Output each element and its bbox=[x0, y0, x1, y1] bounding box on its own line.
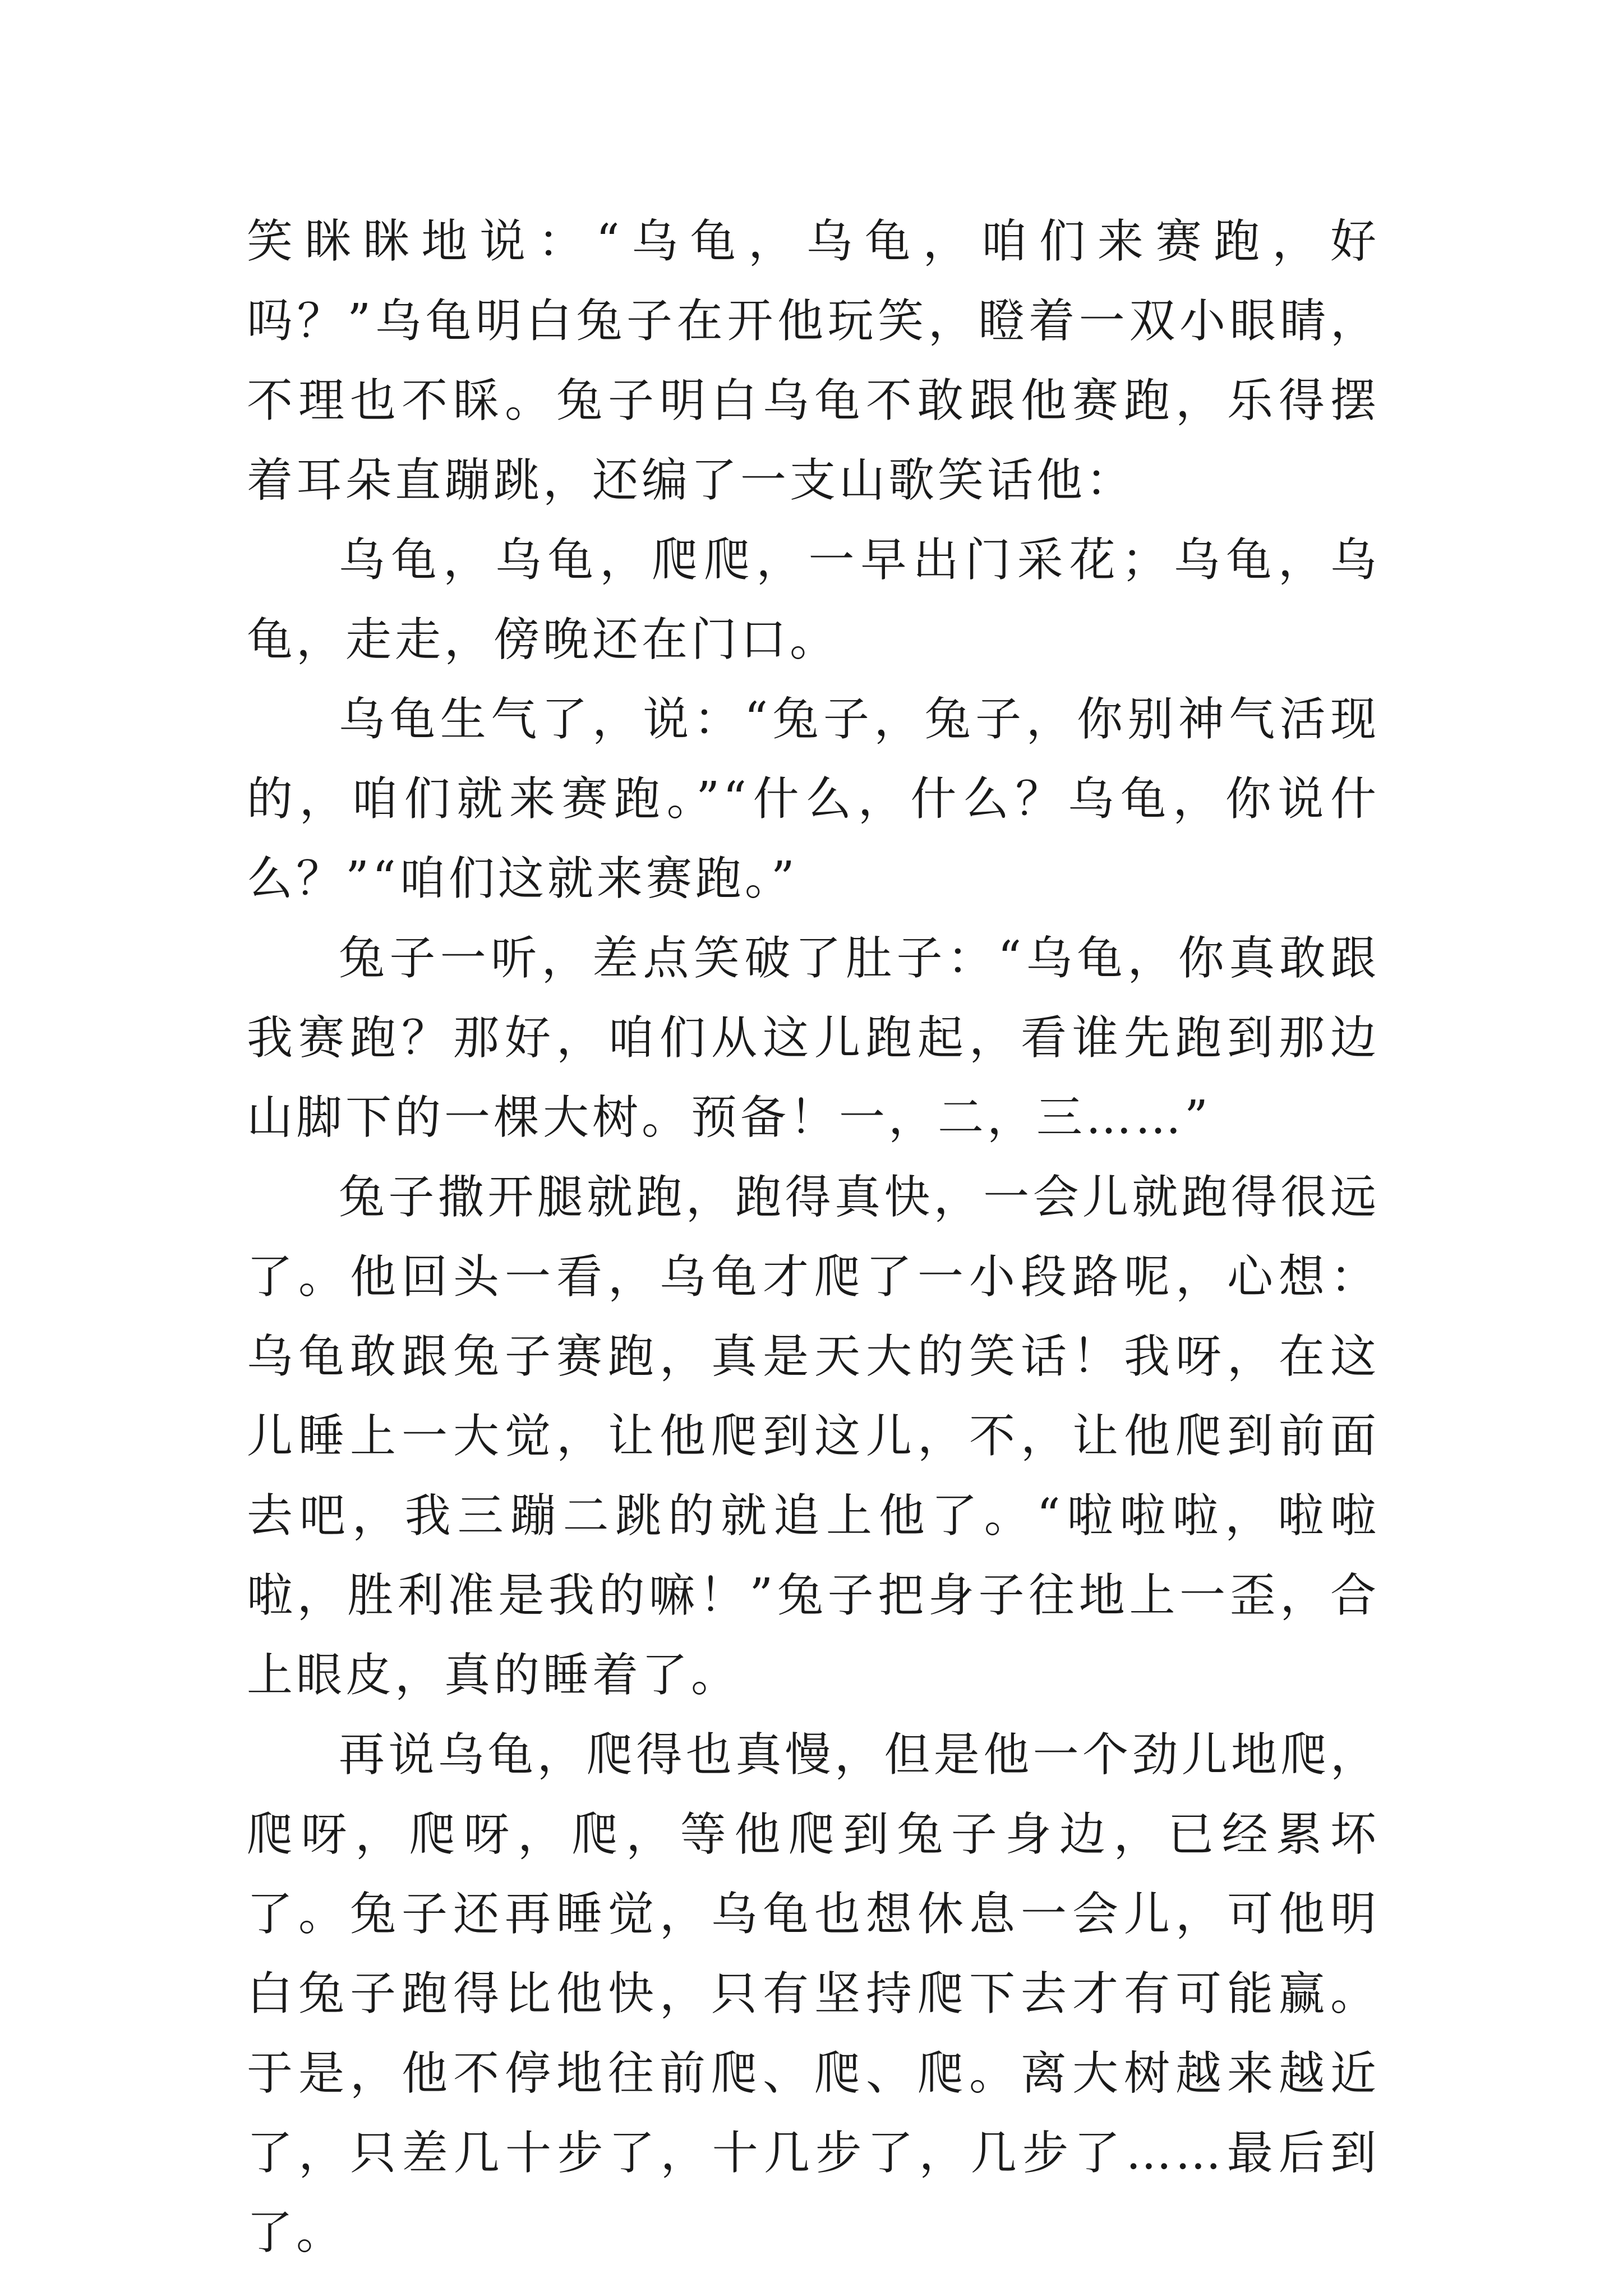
paragraph-2: 乌龟，乌龟，爬爬，一早出门采花；乌龟，乌龟，走走，傍晚还在门口。 bbox=[247, 533, 1380, 666]
paragraph-4: 兔子一听，差点笑破了肚子：“乌龟，你真敢跟我赛跑？那好，咱们从这儿跑起，看谁先跑到那边山脚下的一棵大树。预备！一，二，三……” bbox=[247, 932, 1380, 1144]
story-text bbox=[247, 202, 1380, 2273]
paragraph-5: 兔子撒开腿就跑，跑得真快，一会儿就跑得很远了。他回头一看，乌龟才爬了一小段路呢，心想：乌龟敢跟兔子赛跑，真是天大的笑话！我呀，在这儿睡上一大觉，让他爬到这儿，不，让他爬到前面去吧，我三蹦二跳的就追上他了。“啦啦啦，啦啦啦，胜利准是我的嘛！”兔子把身子往地上一歪，合上眼皮，真的睡着了。 bbox=[247, 1171, 1380, 1702]
paragraph-6: 再说乌龟，爬得也真慢，但是他一个劲儿地爬，爬呀，爬呀，爬，等他爬到兔子身边，已经累坏了。兔子还再睡觉，乌龟也想休息一会儿，可他明白兔子跑得比他快，只有坚持爬下去才有可能赢。于是，他不停地往前爬、爬、爬。离大树越来越近了，只差几十步了，十几步了，几步了……最后到了。 bbox=[247, 1728, 1380, 2260]
paragraph-3: 乌龟生气了，说：“兔子，兔子，你别神气活现的，咱们就来赛跑。”“什么，什么？乌龟，你说什么？”“咱们这就来赛跑。” bbox=[247, 693, 1380, 905]
paragraph-1: 笑眯眯地说：“乌龟，乌龟，咱们来赛跑，好吗？”乌龟明白兔子在开他玩笑，瞪着一双小眼睛，不理也不睬。兔子明白乌龟不敢跟他赛跑，乐得摆着耳朵直蹦跳，还编了一支山歌笑话他： bbox=[247, 215, 1380, 507]
